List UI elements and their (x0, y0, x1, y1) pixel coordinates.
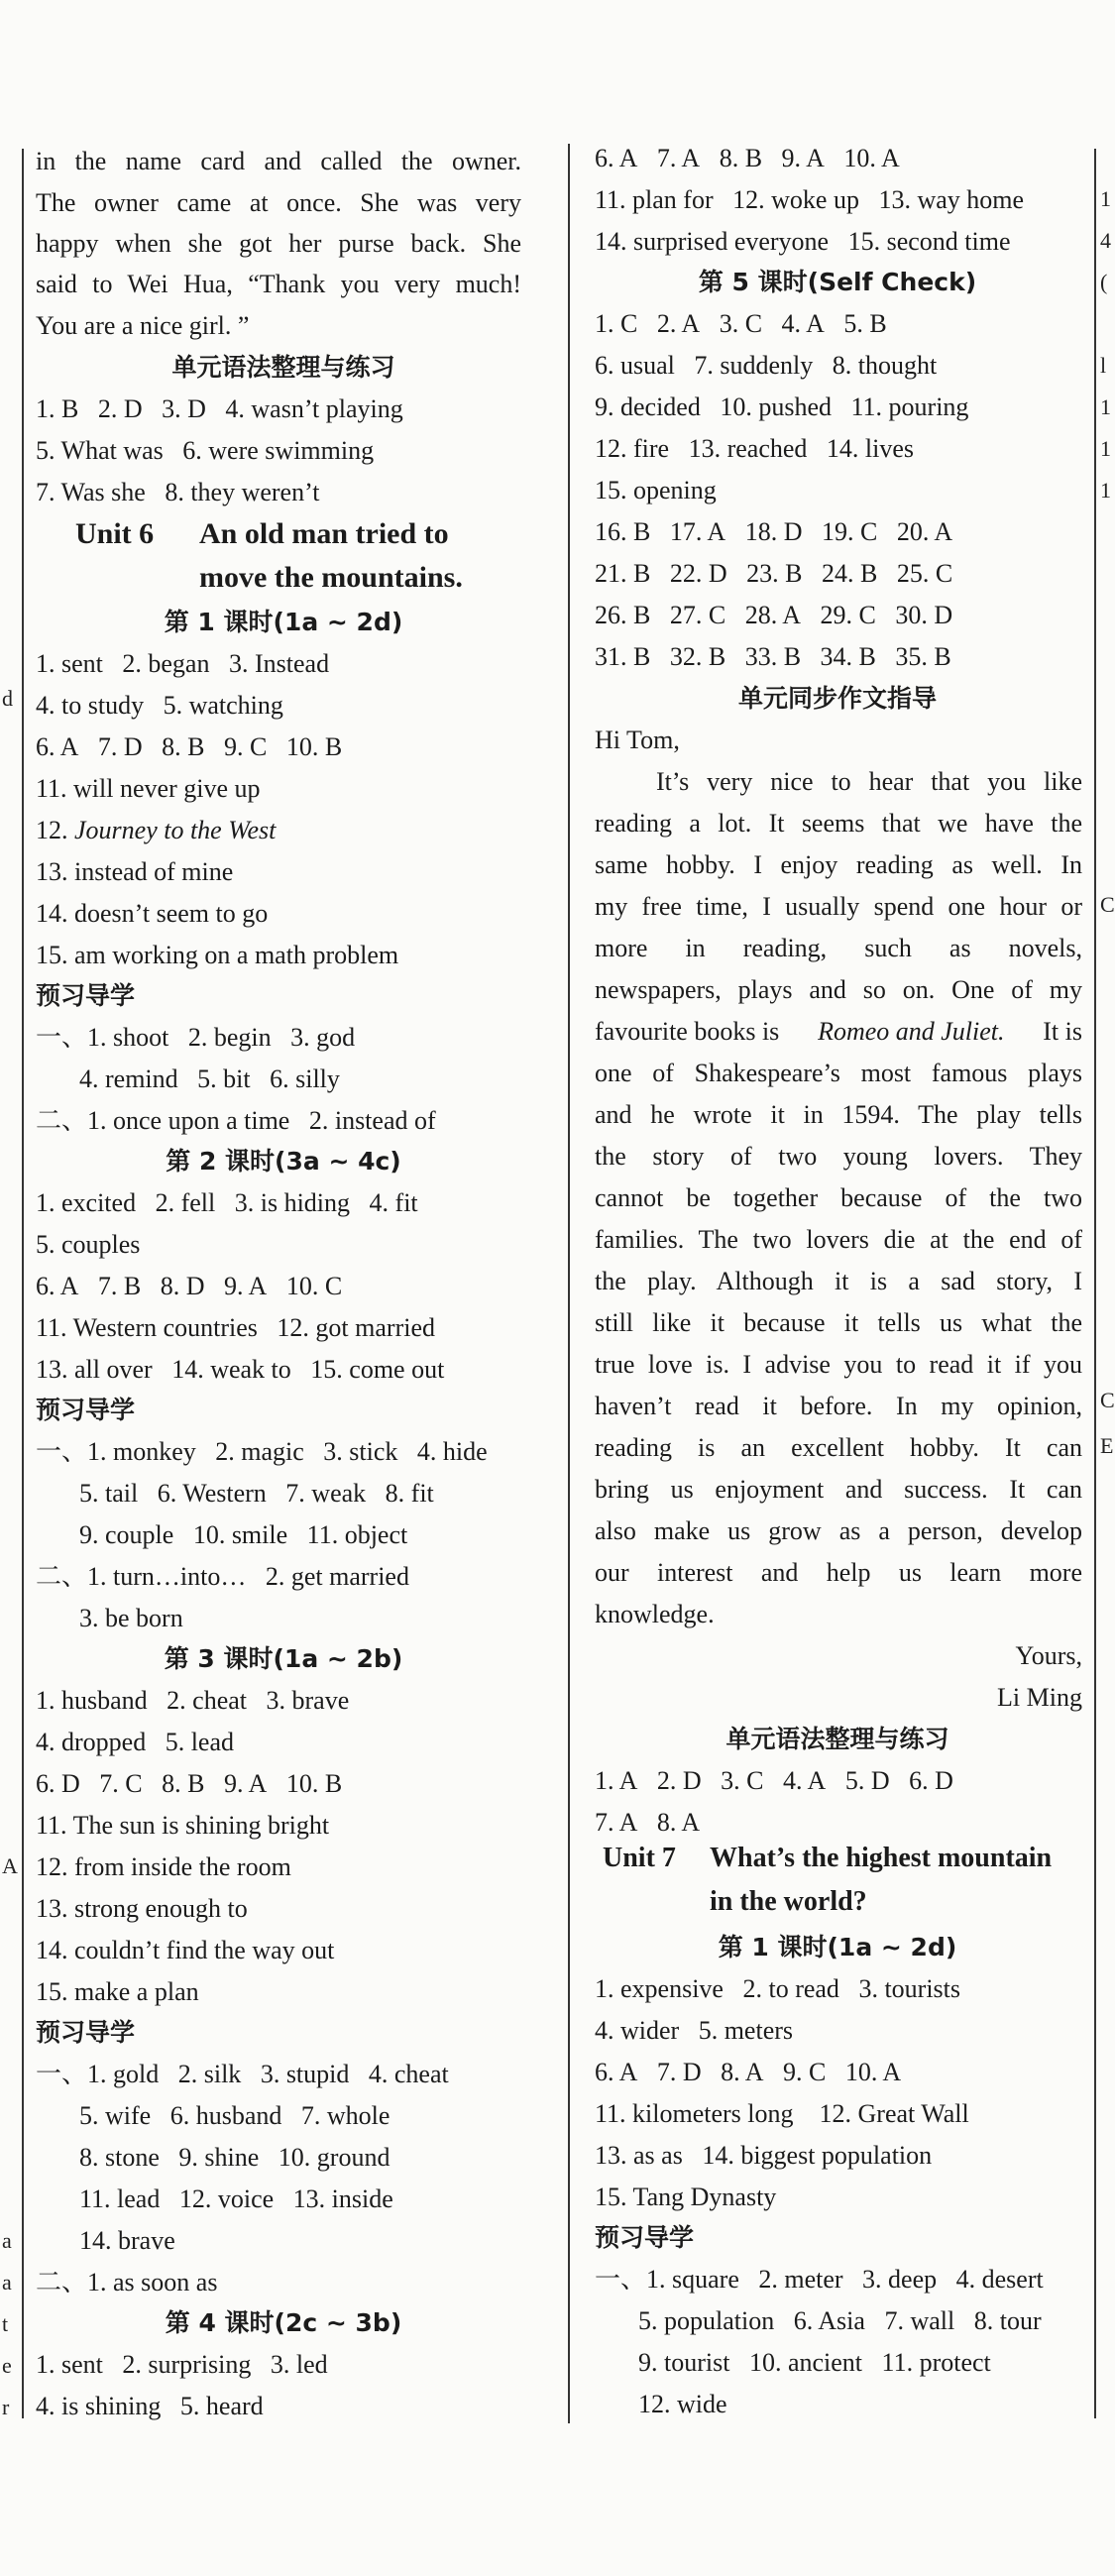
lesson-title: 第 4 课时(2c ~ 3b) (165, 2308, 402, 2337)
lesson-title: 第 5 课时(Self Check) (698, 268, 977, 296)
letter-line: our interest and help us learn more (595, 1558, 1082, 1587)
letter-line: families. The two lovers die at the end of (595, 1225, 1082, 1254)
book-title: Romeo and Juliet. (818, 1017, 1005, 1046)
answer-line: 1. C 2. A 3. C 4. A 5. B (595, 309, 887, 338)
answer-line: 11. plan for 12. woke up 13. way home (595, 185, 1025, 214)
unit7-label: Unit 7 (603, 1843, 676, 1873)
left-edge-divider (22, 149, 24, 2418)
answer-line: 11. will never give up (36, 774, 261, 803)
edge-fragment: r (2, 2395, 10, 2419)
preview-label: 预习导学 (36, 2018, 136, 2047)
edge-fragment: C (1100, 1388, 1115, 1412)
answer-line: 31. B 32. B 33. B 34. B 35. B (595, 642, 951, 671)
answer-line: 13. instead of mine (36, 857, 234, 886)
letter-line: same hobby. I enjoy reading as well. In (595, 850, 1082, 879)
answer-line: 6. D 7. C 8. B 9. A 10. B (36, 1769, 343, 1798)
edge-fragment: a (2, 2270, 12, 2295)
answer-line: 14. brave (79, 2226, 175, 2255)
letter-line: favourite books is Romeo and Juliet. It is (595, 1017, 1082, 1046)
unit6-label: Unit 6 (75, 517, 155, 550)
letter-line: more in reading, such as novels, (595, 934, 1082, 962)
letter-line: my free time, I usually spend one hour or (595, 892, 1082, 921)
lesson-title: 第 3 课时(1a ~ 2b) (164, 1644, 403, 1673)
answer-line: 15. Tang Dynasty (595, 2183, 777, 2211)
preview-label: 预习导学 (36, 981, 136, 1010)
answer-line: 5. couples (36, 1230, 141, 1259)
answer-line: 4. wider 5. meters (595, 2016, 794, 2045)
answer-line: 15. am working on a math problem (36, 941, 399, 969)
right-edge-divider (1094, 149, 1096, 2418)
answer-line: 1. sent 2. began 3. Instead (36, 649, 330, 678)
edge-fragment: 1 (1100, 394, 1111, 419)
answer-line: 9. couple 10. smile 11. object (79, 1520, 408, 1549)
letter-line: It’s very nice to hear that you like (656, 767, 1082, 796)
answer-line: 1. excited 2. fell 3. is hiding 4. fit (36, 1188, 418, 1217)
edge-fragment: C (1100, 892, 1115, 917)
edge-fragment: A (2, 1853, 18, 1878)
letter-line: one of Shakespeare’s most famous plays (595, 1059, 1082, 1087)
answer-line: 二、1. turn…into… 2. get married (36, 1562, 409, 1591)
writing-heading: 单元同步作文指导 (737, 684, 937, 713)
answer-line: 4. remind 5. bit 6. silly (79, 1064, 340, 1093)
answer-line: 11. lead 12. voice 13. inside (79, 2184, 393, 2213)
center-divider (568, 144, 570, 2423)
edge-fragment: t (2, 2311, 9, 2336)
answer-line: 4. is shining 5. heard (36, 2392, 264, 2420)
edge-fragment: E (1100, 1433, 1114, 1458)
answer-line: 一、1. square 2. meter 3. deep 4. desert (595, 2265, 1044, 2294)
lesson-title: 第 1 课时(1a ~ 2d) (718, 1933, 957, 1961)
letter-line: bring us enjoyment and success. It can (595, 1475, 1082, 1504)
answer-line: 13. as as 14. biggest population (595, 2141, 933, 2170)
edge-fragment: 1 (1100, 186, 1111, 211)
answer-line: 15. opening (595, 476, 717, 504)
story-line: in the name card and called the owner. (36, 147, 521, 175)
edge-fragment: a (2, 2228, 12, 2253)
answer-line: 1. husband 2. cheat 3. brave (36, 1686, 350, 1715)
story-line: You are a nice girl. ” (36, 311, 250, 340)
letter-line: newspapers, plays and so on. One of my (595, 975, 1082, 1004)
story-line: said to Wei Hua, “Thank you very much! (36, 270, 521, 298)
letter-line: reading a lot. It seems that we have the (595, 809, 1082, 838)
answer-line: 13. strong enough to (36, 1894, 248, 1923)
letter-line: haven’t read it before. In my opinion, (595, 1392, 1082, 1420)
letter-signature: Li Ming (997, 1683, 1082, 1712)
answer-line: 7. Was she 8. they weren’t (36, 478, 320, 506)
lesson-title: 第 1 课时(1a ~ 2d) (164, 608, 403, 636)
answer-line: 3. be born (79, 1604, 183, 1632)
answer-line: 6. A 7. D 8. B 9. C 10. B (36, 732, 343, 761)
answer-line: 11. kilometers long 12. Great Wall (595, 2099, 969, 2128)
answer-line: 6. A 7. B 8. D 9. A 10. C (36, 1272, 343, 1300)
letter-line: knowledge. (595, 1600, 715, 1628)
answer-line: 12. fire 13. reached 14. lives (595, 434, 915, 463)
answer-line: 14. doesn’t seem to go (36, 899, 269, 928)
preview-label: 预习导学 (595, 2223, 695, 2252)
answer-line: 12. Journey to the West (36, 816, 277, 844)
answer-line: 11. The sun is shining bright (36, 1811, 330, 1840)
letter-line: and he wrote it in 1594. The play tells (595, 1100, 1082, 1129)
answer-line: 4. dropped 5. lead (36, 1728, 235, 1756)
edge-fragment: d (2, 686, 13, 711)
answer-line: 一、1. shoot 2. begin 3. god (36, 1023, 356, 1052)
answer-line: 一、1. monkey 2. magic 3. stick 4. hide (36, 1437, 488, 1466)
answer-line: 26. B 27. C 28. A 29. C 30. D (595, 601, 953, 629)
story-line: happy when she got her purse back. She (36, 229, 521, 258)
answer-line: 16. B 17. A 18. D 19. C 20. A (595, 517, 953, 546)
answer-line: 一、1. gold 2. silk 3. stupid 4. cheat (36, 2060, 449, 2088)
edge-fragment: 4 (1100, 228, 1111, 253)
grammar-heading: 单元语法整理与练习 (725, 1725, 949, 1753)
answer-line: 8. stone 9. shine 10. ground (79, 2143, 390, 2172)
answer-line: 4. to study 5. watching (36, 691, 283, 720)
edge-fragment: e (2, 2353, 12, 2378)
answer-line: 21. B 22. D 23. B 24. B 25. C (595, 559, 953, 588)
unit6-title-1: An old man tried to (199, 517, 449, 550)
answer-line: 1. sent 2. surprising 3. led (36, 2350, 328, 2379)
answer-line: 1. A 2. D 3. C 4. A 5. D 6. D (595, 1766, 953, 1795)
answer-line: 6. usual 7. suddenly 8. thought (595, 351, 938, 380)
answer-line: 二、1. as soon as (36, 2268, 218, 2296)
edge-fragment: 1 (1100, 436, 1111, 461)
answer-line: 7. A 8. A (595, 1808, 701, 1837)
answer-line: 9. decided 10. pushed 11. pouring (595, 392, 969, 421)
letter-line: also make us grow as a person, develop (595, 1516, 1082, 1545)
answer-line: 12. wide (638, 2390, 727, 2418)
answer-line: 5. tail 6. Western 7. weak 8. fit (79, 1479, 434, 1508)
book-title: Journey to the West (74, 816, 277, 844)
answer-line: 5. wife 6. husband 7. whole (79, 2101, 390, 2130)
answer-line: 14. surprised everyone 15. second time (595, 227, 1011, 256)
preview-label: 预习导学 (36, 1396, 136, 1424)
answer-line: 15. make a plan (36, 1977, 199, 2006)
lesson-title: 第 2 课时(3a ~ 4c) (166, 1147, 401, 1176)
unit6-title-2: move the mountains. (199, 561, 463, 594)
unit7-title-2: in the world? (710, 1886, 867, 1917)
story-line: The owner came at once. She was very (36, 188, 521, 217)
answer-line: 13. all over 14. weak to 15. come out (36, 1355, 445, 1384)
letter-line: the story of two young lovers. They (595, 1142, 1082, 1171)
answer-line: 11. Western countries 12. got married (36, 1313, 435, 1342)
letter-line: still like it because it tells us what the (595, 1308, 1082, 1337)
answer-line: 5. population 6. Asia 7. wall 8. tour (638, 2306, 1042, 2335)
grammar-heading: 单元语法整理与练习 (171, 353, 395, 382)
edge-fragment: l (1100, 353, 1107, 378)
letter-line: reading is an excellent hobby. It can (595, 1433, 1082, 1462)
answer-line: 二、1. once upon a time 2. instead of (36, 1106, 436, 1135)
answer-line: 5. What was 6. were swimming (36, 436, 375, 465)
letter-line: cannot be together because of the two (595, 1183, 1082, 1212)
answer-line: 6. A 7. D 8. A 9. C 10. A (595, 2058, 902, 2086)
letter-greeting: Hi Tom, (595, 726, 680, 754)
answer-line: 1. expensive 2. to read 3. tourists (595, 1974, 961, 2003)
answer-line: 14. couldn’t find the way out (36, 1936, 335, 1964)
answer-line: 6. A 7. A 8. B 9. A 10. A (595, 144, 900, 172)
answer-line: 1. B 2. D 3. D 4. wasn’t playing (36, 394, 403, 423)
unit7-title-1: What’s the highest mountain (710, 1843, 1053, 1873)
edge-fragment: ( (1100, 270, 1108, 294)
answer-line: 9. tourist 10. ancient 11. protect (638, 2348, 991, 2377)
letter-line: true love is. I advise you to read it if you (595, 1350, 1082, 1379)
edge-fragment: 1 (1100, 478, 1111, 503)
letter-line: the play. Although it is a sad story, I (595, 1267, 1082, 1295)
answer-line: 12. from inside the room (36, 1852, 291, 1881)
letter-closing: Yours, (1015, 1641, 1082, 1670)
